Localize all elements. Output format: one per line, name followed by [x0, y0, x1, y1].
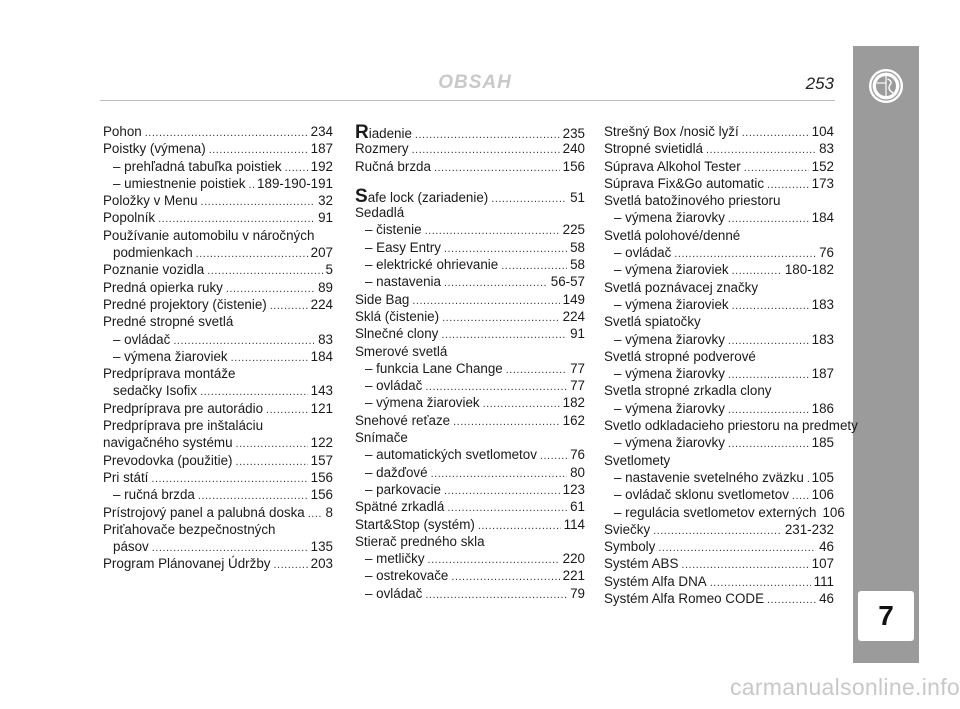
dot-leader [273, 557, 307, 574]
index-entry [355, 481, 585, 498]
entry-page: 224 [562, 308, 585, 324]
index-entry [103, 521, 333, 538]
chapter-number: 7 [858, 591, 914, 641]
entry-title: – umiestnenie poistiek [113, 175, 246, 191]
entry-title: – čistenie [365, 222, 422, 238]
entry-title: – ovládač [113, 331, 171, 347]
dot-leader [236, 436, 308, 453]
entry-title: – výmena žiaroviek [614, 262, 729, 278]
entry-title: – regulácia svetlometov externých [614, 504, 817, 520]
entry-title: – výmena žiarovky [614, 400, 725, 416]
entry-title: Systém ABS [604, 556, 679, 572]
entry-page: 104 [811, 124, 834, 139]
entry-title: Sedadlá [355, 205, 405, 221]
entry-page: 80 [570, 464, 585, 480]
entry-page: 162 [562, 412, 585, 428]
entry-page: 157 [310, 452, 333, 468]
index-column-2 [355, 123, 585, 602]
index-entry [355, 273, 585, 290]
index-entry [355, 464, 585, 481]
entry-title: Slnečné clony [355, 326, 439, 342]
entry-title: – výmena žiarovky [614, 210, 725, 226]
entry-title: Start&Stop (systém) [355, 516, 475, 532]
page-number: 253 [805, 74, 834, 93]
entry-title: Stierač predného skla [355, 533, 485, 549]
dot-leader [231, 350, 308, 367]
entry-page: 156 [562, 158, 585, 174]
index-entry [604, 573, 834, 590]
entry-page: 76 [570, 447, 585, 463]
entry-title: Riadenie [355, 122, 412, 143]
entry-page: 231-232 [784, 521, 834, 537]
entry-page: 187 [811, 366, 834, 382]
entry-page: 225 [562, 222, 585, 238]
index-entry [103, 417, 333, 434]
entry-page: 156 [310, 487, 333, 503]
entry-title: – výmena žiarovky [614, 331, 725, 347]
entry-page: 192 [310, 158, 333, 174]
index-entry [355, 533, 585, 550]
index-entry [604, 261, 834, 278]
index-column-3 [604, 123, 858, 607]
index-entry [355, 516, 585, 533]
entry-page: 123 [562, 481, 585, 497]
index-entry [103, 400, 333, 417]
index-entry [103, 175, 333, 192]
entry-title: Priťahovače bezpečnostných [103, 521, 276, 537]
entry-title: Predpríprava pre inštaláciu [103, 418, 264, 434]
dot-leader [249, 177, 255, 194]
entry-page: 189-190-191 [257, 175, 333, 191]
index-entry [604, 486, 834, 503]
entry-title: Pohon [103, 124, 142, 139]
index-entry [103, 469, 333, 486]
index-entry [355, 140, 585, 157]
entry-page: 207 [310, 245, 333, 261]
index-entry [355, 221, 585, 238]
entry-title: pásov [113, 539, 149, 555]
index-entry [355, 585, 585, 602]
watermark: carmanualsonline.info [729, 674, 960, 700]
entry-title: Predpríprava montáže [103, 366, 236, 382]
index-entry [103, 434, 333, 451]
dot-leader [441, 327, 567, 344]
index-entry [604, 158, 834, 175]
index-entry [355, 256, 585, 273]
entry-title: – automatických svetlometov [365, 447, 537, 463]
entry-title: Svetlomety [604, 452, 671, 468]
entry-title: Prevodovka (použitie) [103, 452, 233, 468]
entry-title: Svetlo odkladacieho priestoru na predmety [604, 418, 858, 434]
entry-page: 83 [819, 141, 834, 157]
index-entry [355, 122, 585, 143]
entry-page: 106 [822, 504, 845, 520]
entry-page: 114 [563, 516, 585, 532]
entry-title: Súprava Fix&Go automatic [604, 175, 765, 191]
index-entry [103, 313, 333, 330]
entry-page: 180-182 [784, 262, 834, 278]
dot-leader [653, 523, 782, 540]
dot-leader [308, 506, 323, 523]
entry-page: 105 [811, 469, 834, 485]
dot-leader [444, 483, 560, 500]
entry-page: 186 [811, 400, 834, 416]
entry-title: Sklá (čistenie) [355, 308, 440, 324]
entry-page: 187 [310, 141, 333, 157]
entry-title: Svetlá polohové/denné [604, 227, 741, 243]
entry-title: sedačky Isofix [113, 383, 198, 399]
index-entry [604, 538, 834, 555]
index-entry [604, 244, 834, 261]
entry-title: – metličky [365, 551, 425, 567]
index-entry [604, 140, 834, 157]
index-entry [355, 325, 585, 342]
dot-leader [442, 310, 560, 327]
header-divider [100, 100, 835, 101]
entry-title: Súprava Alkohol Tester [604, 158, 741, 174]
index-entry [355, 360, 585, 377]
entry-page: 220 [562, 551, 585, 567]
dot-leader [451, 569, 559, 586]
dot-leader [658, 540, 816, 557]
index-entry [103, 382, 333, 399]
index-entry [355, 377, 585, 394]
index-entry [355, 567, 585, 584]
entry-page: 46 [819, 539, 834, 555]
dot-leader [767, 592, 816, 609]
entry-title: Svetla stropné zrkadla clony [604, 383, 772, 399]
entry-page: 8 [325, 504, 333, 520]
section-title: OBSAH [438, 72, 512, 93]
index-entry [604, 175, 834, 192]
entry-title: – nastavenia [365, 274, 441, 290]
entry-page: 122 [310, 435, 333, 451]
entry-title: – ostrekovače [365, 568, 449, 584]
entry-page: 111 [813, 573, 834, 589]
index-entry [604, 365, 834, 382]
index-entry [604, 521, 834, 538]
entry-page: 224 [310, 296, 333, 312]
index-entry [604, 123, 834, 140]
index-entry [604, 555, 834, 572]
entry-page: 91 [570, 326, 585, 342]
entry-page: 77 [570, 360, 585, 376]
index-entry [355, 412, 585, 429]
entry-title: – ovládač [614, 245, 672, 261]
entry-page: 135 [310, 539, 333, 555]
entry-title: navigačného systému [103, 435, 233, 451]
index-entry [103, 331, 333, 348]
entry-page: 76 [819, 245, 834, 261]
entry-title: Popolník [103, 210, 156, 226]
dot-leader [270, 298, 308, 315]
entry-title: Predné stropné svetlá [103, 314, 234, 330]
entry-title: Svetlá poznávacej značky [604, 279, 759, 295]
entry-title: – výmena žiaroviek [365, 395, 480, 411]
entry-page: 235 [562, 126, 585, 141]
entry-title: Snímače [355, 430, 408, 446]
dot-leader [431, 466, 568, 483]
drop-cap: R [355, 122, 369, 143]
entry-title: – nastavenie svetelného zväzku [614, 469, 804, 485]
entry-title: Predné projektory (čistenie) [103, 296, 267, 312]
entry-title: Rozmery [355, 141, 409, 157]
dot-leader [434, 160, 560, 177]
entry-title: Side Bag [355, 291, 410, 307]
index-entry [355, 308, 585, 325]
entry-title: Používanie automobilu v náročných [103, 227, 315, 243]
entry-page: 58 [570, 257, 585, 273]
entry-title: Položky v Menu [103, 193, 198, 209]
entry-title: Safe lock (zariadenie) [355, 185, 489, 207]
entry-title: Symboly [604, 539, 656, 555]
entry-page: 240 [562, 141, 585, 157]
dot-leader [453, 414, 560, 431]
index-entry [604, 279, 834, 296]
dot-leader [483, 396, 560, 413]
dot-leader [412, 142, 560, 159]
index-entry [103, 158, 333, 175]
index-entry [604, 452, 834, 469]
dot-leader [491, 191, 567, 208]
chapter-sidebar [853, 46, 919, 663]
entry-page: 107 [811, 556, 834, 572]
index-entry [103, 261, 333, 278]
entry-title: – elektrické ohrievanie [365, 257, 499, 273]
entry-page: 5 [325, 262, 333, 278]
entry-title: Ručná brzda [355, 158, 431, 174]
entry-title: – výmena žiaroviek [113, 348, 228, 364]
entry-page: 152 [811, 158, 834, 174]
index-entry [103, 209, 333, 226]
entry-title: Svetlá stropné podverové [604, 348, 756, 364]
entry-title: Predpríprava pre autorádio [103, 400, 264, 416]
index-entry [355, 446, 585, 463]
entry-title: Spätné zrkadlá [355, 499, 445, 515]
dot-leader [732, 298, 809, 315]
entry-page: 184 [310, 348, 333, 364]
entry-title: podmienkach [113, 245, 193, 261]
index-entry [103, 296, 333, 313]
index-entry [355, 239, 585, 256]
entry-page: 221 [562, 568, 585, 584]
entry-title: Svetlá spiatočky [604, 314, 701, 330]
entry-title: – ovládač [365, 585, 423, 601]
entry-title: Pri státí [103, 469, 149, 485]
entry-page: 182 [562, 395, 585, 411]
index-entry [103, 365, 333, 382]
index-entry [604, 313, 834, 330]
dot-leader [540, 448, 567, 465]
entry-page: 183 [811, 296, 834, 312]
entry-page: 89 [318, 279, 333, 295]
entry-title: – výmena žiarovky [614, 366, 725, 382]
entry-title: – výmena žiarovky [614, 435, 725, 451]
entry-page: 58 [570, 239, 585, 255]
entry-page: 183 [811, 331, 834, 347]
entry-page: 61 [570, 499, 585, 515]
dot-leader [425, 587, 567, 604]
entry-page: 156 [310, 469, 333, 485]
entry-page: 234 [310, 124, 333, 139]
dot-leader [236, 454, 308, 471]
entry-title: Systém Alfa Romeo CODE [604, 591, 764, 607]
entry-page: 106 [811, 487, 834, 503]
index-entry [604, 469, 834, 486]
index-entry [103, 486, 333, 503]
entry-title: Poznanie vozidla [103, 262, 205, 278]
entry-page: 185 [811, 435, 834, 451]
index-entry [103, 192, 333, 209]
entry-page: 77 [570, 378, 585, 394]
entry-title: Prístrojový panel a palubná doska [103, 504, 305, 520]
dot-leader [266, 402, 308, 419]
index-column-1 [103, 123, 333, 573]
entry-page: 91 [318, 210, 333, 226]
index-entry [355, 185, 585, 207]
entry-title: Predná opierka ruky [103, 279, 223, 295]
index-entry [604, 400, 834, 417]
index-entry [604, 504, 845, 521]
entry-title: – výmena žiaroviek [614, 296, 729, 312]
index-entry [103, 227, 333, 244]
index-entry [355, 394, 585, 411]
dot-leader [444, 275, 548, 292]
drop-cap: S [355, 185, 368, 207]
dot-leader [506, 362, 567, 379]
dot-leader [807, 471, 809, 488]
entry-title: – Easy Entry [365, 239, 441, 255]
alfa-romeo-logo-icon [868, 68, 904, 104]
index-entry [103, 452, 333, 469]
entry-page: 184 [811, 210, 834, 226]
entry-title: – prehľadná tabuľka poistiek [113, 158, 282, 174]
index-entry [103, 140, 333, 157]
entry-title: Stropné svietidlá [604, 141, 703, 157]
dot-leader [201, 194, 316, 211]
index-entry [103, 504, 333, 521]
index-entry [355, 343, 585, 360]
index-entry [355, 158, 585, 175]
entry-page: 51 [570, 189, 585, 205]
entry-page: 56-57 [550, 274, 585, 290]
entry-title: – funkcia Lane Change [365, 360, 503, 376]
entry-title: Smerové svetlá [355, 343, 448, 359]
index-entry [604, 417, 858, 434]
index-entry [355, 291, 585, 308]
entry-page: 32 [318, 193, 333, 209]
entry-page: 46 [819, 591, 834, 607]
entry-page: 121 [310, 400, 333, 416]
entry-title: – ovládač sklonu svetlometov [614, 487, 789, 503]
index-entry [355, 498, 585, 515]
entry-title: Svetlá batožinového priestoru [604, 193, 781, 209]
index-entry [604, 434, 834, 451]
index-entry [604, 331, 834, 348]
dot-leader [425, 223, 560, 240]
entry-title: Poistky (výmena) [103, 141, 206, 157]
index-entry [103, 279, 333, 296]
entry-page: 203 [310, 556, 333, 572]
index-entry [103, 348, 333, 365]
index-entry [604, 590, 834, 607]
index-entry [604, 382, 834, 399]
entry-title: Sviečky [604, 521, 651, 537]
index-entry [604, 192, 834, 209]
index-entry [604, 296, 834, 313]
index-entry [355, 429, 585, 446]
entry-title: – ovládač [365, 378, 423, 394]
entry-page: 83 [318, 331, 333, 347]
entry-page: 79 [570, 585, 585, 601]
index-entry [103, 123, 333, 140]
index-entry [103, 244, 333, 261]
dot-leader [728, 436, 809, 453]
index-entry [604, 227, 834, 244]
entry-title: – parkovacie [365, 481, 441, 497]
index-entry [355, 550, 585, 567]
entry-title: – dažďové [365, 464, 428, 480]
entry-title: Snehové reťaze [355, 412, 451, 428]
index-entry [103, 538, 333, 555]
dot-leader [742, 125, 809, 142]
entry-page: 143 [310, 383, 333, 399]
entry-page: 149 [562, 291, 585, 307]
dot-leader [478, 518, 561, 535]
index-entry [604, 348, 834, 365]
entry-title: Strešný Box /nosič lyží [604, 124, 739, 139]
index-entry [604, 209, 834, 226]
entry-title: Systém Alfa DNA [604, 573, 707, 589]
index-entry [103, 555, 333, 572]
entry-page: 173 [811, 175, 834, 191]
dot-leader [207, 263, 322, 280]
entry-title: Program Plánovanej Údržby [103, 556, 271, 572]
entry-title: – ručná brzda [113, 487, 195, 503]
dot-leader [196, 246, 308, 263]
